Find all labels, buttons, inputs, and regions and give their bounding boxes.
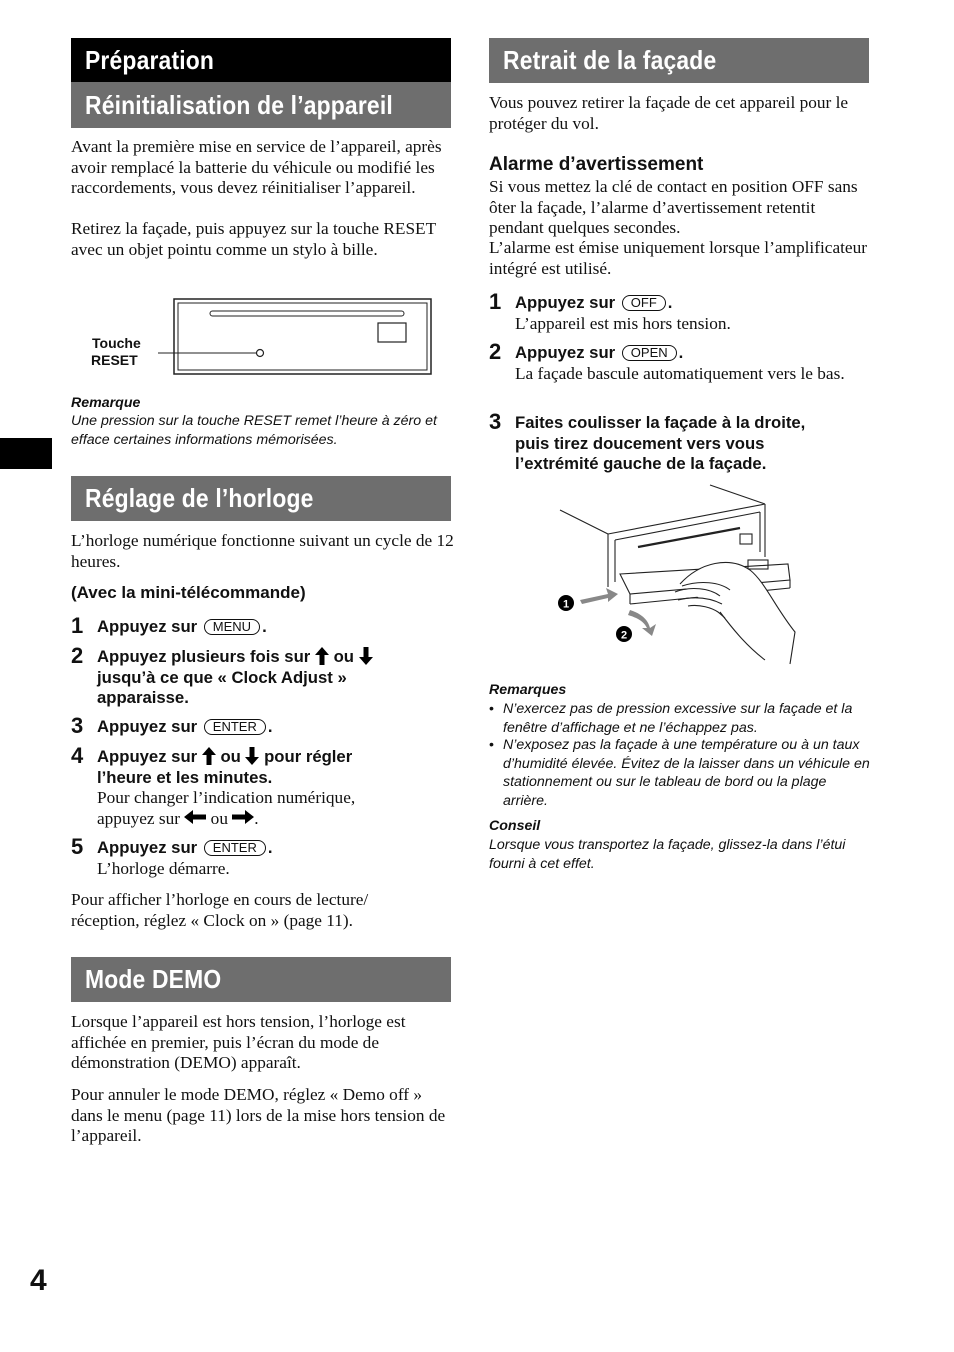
section-title-reset: Réinitialisation de l’appareil bbox=[71, 82, 451, 128]
reset-label-reset: RESET bbox=[91, 352, 138, 368]
removal-paragraph: Vous pouvez retirer la façade de cet appareil pour le protéger du vol. bbox=[489, 93, 849, 133]
figure-marker-2: 2 bbox=[620, 629, 628, 642]
remarks-title: Remarques bbox=[489, 682, 567, 698]
step-number: 2 bbox=[489, 339, 502, 364]
tip-title: Conseil bbox=[489, 818, 541, 834]
step-number: 3 bbox=[71, 713, 84, 738]
alarm-paragraph-2: L’alarme est émise uniquement lorsque l’amplificateur intégré est utilisé. bbox=[489, 238, 867, 278]
up-arrow-icon bbox=[315, 647, 329, 665]
section-title-removal: Retrait de la façade bbox=[489, 38, 869, 83]
step-number: 4 bbox=[71, 743, 84, 768]
enter-key: ENTER bbox=[204, 719, 266, 735]
left-arrow-icon bbox=[184, 810, 206, 824]
demo-paragraph-1: Lorsque l’appareil est hors tension, l’horloge est affichée en premier, puis l’écran du mode de démonstration (DEMO) apparaît. bbox=[71, 1012, 406, 1072]
alarm-heading: Alarme d’avertissement bbox=[489, 154, 704, 175]
up-arrow-icon bbox=[202, 747, 216, 765]
step-number: 5 bbox=[71, 834, 84, 859]
alarm-paragraph-1: Si vous mettez la clé de contact en position OFF sans ôter la façade, l’alarme d’avertissement retentit pendant quelques secondes. bbox=[489, 177, 858, 237]
reset-figure bbox=[88, 296, 438, 378]
tip-text: Lorsque vous transportez la façade, glissez-la dans l’étui fourni à cet effet. bbox=[489, 837, 846, 872]
enter-key: ENTER bbox=[204, 840, 266, 856]
right-arrow-icon bbox=[232, 810, 254, 824]
section-title-demo: Mode DEMO bbox=[71, 957, 451, 1002]
open-key: OPEN bbox=[622, 345, 677, 361]
clock-paragraph-2: Pour afficher l’horloge en cours de lecture/ réception, réglez « Clock on » (page 11). bbox=[71, 890, 369, 930]
section-title-clock: Réglage de l’horloge bbox=[71, 476, 451, 521]
menu-key: MENU bbox=[204, 619, 260, 635]
step-number: 1 bbox=[489, 289, 502, 314]
reset-label-touche: Touche bbox=[92, 335, 141, 351]
clock-subheading: (Avec la mini-télécommande) bbox=[71, 583, 306, 602]
reset-paragraph-1: Avant la première mise en service de l’appareil, après avoir remplacé la batterie du véhicule ou modifié les raccordements, vous devez réinitialiser l’appareil. bbox=[71, 137, 442, 197]
down-arrow-icon bbox=[245, 747, 259, 765]
step-number: 3 bbox=[489, 409, 502, 434]
down-arrow-icon bbox=[359, 647, 373, 665]
demo-paragraph-2: Pour annuler le mode DEMO, réglez « Demo off » dans le menu (page 11) lors de la mise hors tension de l’appareil. bbox=[71, 1085, 446, 1145]
page-tab-marker bbox=[0, 438, 52, 469]
remark-title: Remarque bbox=[71, 395, 141, 411]
section-title-preparation: Préparation bbox=[71, 38, 451, 82]
unit-faceplate-drawing bbox=[88, 296, 438, 378]
figure-marker-1: 1 bbox=[562, 598, 570, 611]
step-number: 1 bbox=[71, 613, 84, 638]
remark-item-1: • N’exercez pas de pression excessive sur la façade et la fenêtre d’affichage et ne l’échappez pas. bbox=[489, 701, 853, 736]
faceplate-removal-drawing bbox=[550, 482, 810, 667]
page-number: 4 bbox=[30, 1264, 47, 1297]
off-key: OFF bbox=[622, 295, 666, 311]
step-number: 2 bbox=[71, 643, 84, 668]
clock-paragraph-1: L’horloge numérique fonctionne suivant un cycle de 12 heures. bbox=[71, 531, 454, 571]
remark-item-2: • N’exposez pas la façade à une température ou à un taux d’humidité élevée. Évitez de la laisser dans un véhicule en stationnement ou sur le tableau de bord ou la plage arrière. bbox=[489, 737, 870, 809]
remark-text: Une pression sur la touche RESET remet l’heure à zéro et efface certaines informations mémorisées. bbox=[71, 413, 437, 448]
reset-paragraph-2: Retirez la façade, puis appuyez sur la touche RESET avec un objet pointu comme un stylo à bille. bbox=[71, 219, 436, 259]
